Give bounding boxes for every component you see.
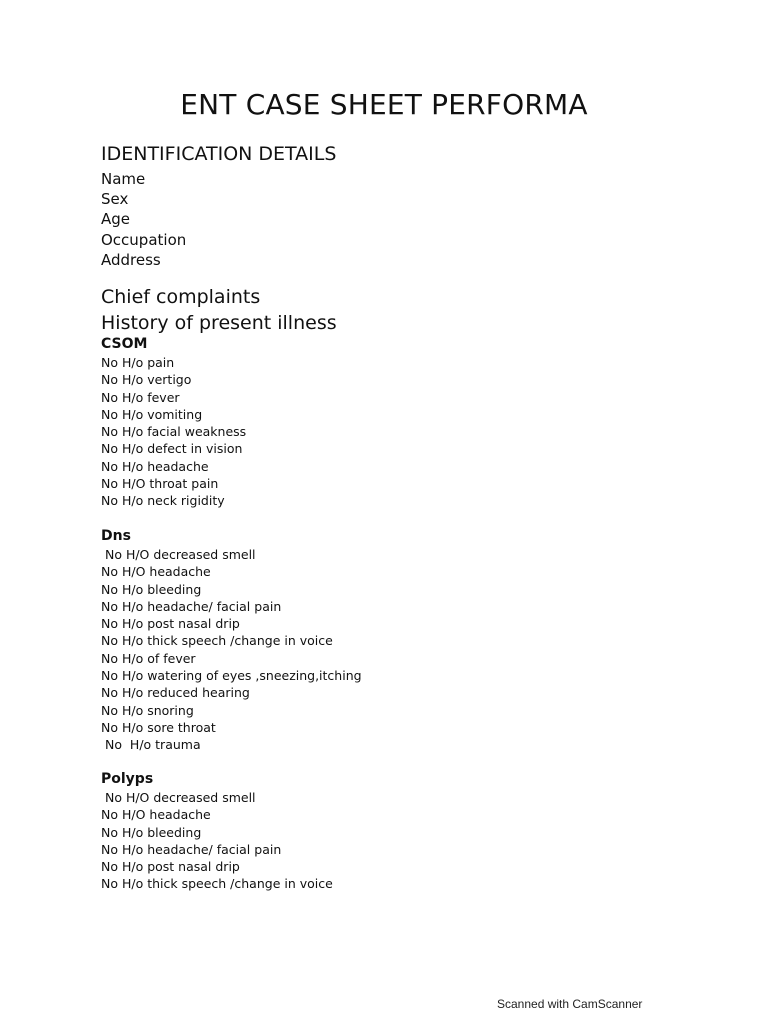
list-item: No H/o fever (101, 389, 180, 405)
page-title: ENT CASE SHEET PERFORMA (180, 88, 588, 121)
section-csom (101, 335, 246, 510)
section-dns (101, 527, 362, 754)
identification-section (101, 142, 336, 270)
list-item: No H/o pain (101, 355, 175, 370)
list-item: No H/o headache/ facial pain (101, 598, 282, 614)
complaints-block (101, 284, 337, 336)
section-polyps (101, 770, 333, 893)
section-heading: Polyps (101, 771, 154, 787)
section-list (101, 354, 246, 510)
field-sex: Sex (101, 190, 129, 209)
field-age: Age (101, 210, 131, 229)
list-item: No H/o vomiting (101, 406, 203, 422)
history-present-illness-heading: History of present illness (101, 312, 337, 334)
list-item: No H/o trauma (101, 737, 201, 753)
list-item: No H/o post nasal drip (101, 616, 240, 632)
field-address: Address (101, 250, 161, 269)
list-item: No H/o defect in vision (101, 441, 243, 457)
identification-fields (101, 169, 336, 270)
list-item: No H/o sore throat (101, 719, 216, 735)
list-item: No H/o vertigo (101, 372, 192, 388)
list-item: No H/o reduced hearing (101, 685, 250, 701)
section-list (101, 546, 362, 754)
list-item: No H/o thick speech /change in voice (101, 633, 333, 649)
list-item: No H/o thick speech /change in voice (101, 876, 333, 892)
list-item: No H/o bleeding (101, 581, 202, 597)
list-item: No H/o of fever (101, 650, 196, 666)
list-item: No H/o headache (101, 458, 209, 474)
list-item: No H/O headache (101, 564, 211, 580)
list-item: No H/o snoring (101, 702, 194, 718)
list-item: No H/o watering of eyes ,sneezing,itching (101, 668, 362, 684)
section-heading: Dns (101, 528, 131, 544)
list-item: No H/o bleeding (101, 824, 202, 840)
list-item: No H/o neck rigidity (101, 493, 225, 509)
list-item: No H/O throat pain (101, 476, 219, 492)
chief-complaints-heading: Chief complaints (101, 286, 261, 308)
section-heading: CSOM (101, 336, 148, 352)
scanner-watermark: Scanned with CamScanner (497, 997, 643, 1011)
list-item: No H/o facial weakness (101, 424, 247, 440)
field-name: Name (101, 170, 146, 188)
section-list (101, 789, 333, 893)
identification-heading: IDENTIFICATION DETAILS (101, 143, 337, 165)
field-occupation: Occupation (101, 230, 187, 249)
list-item: No H/O decreased smell (101, 547, 256, 562)
list-item: No H/O decreased smell (101, 790, 256, 805)
list-item: No H/O headache (101, 807, 211, 823)
list-item: No H/o headache/ facial pain (101, 841, 282, 857)
list-item: No H/o post nasal drip (101, 859, 240, 875)
